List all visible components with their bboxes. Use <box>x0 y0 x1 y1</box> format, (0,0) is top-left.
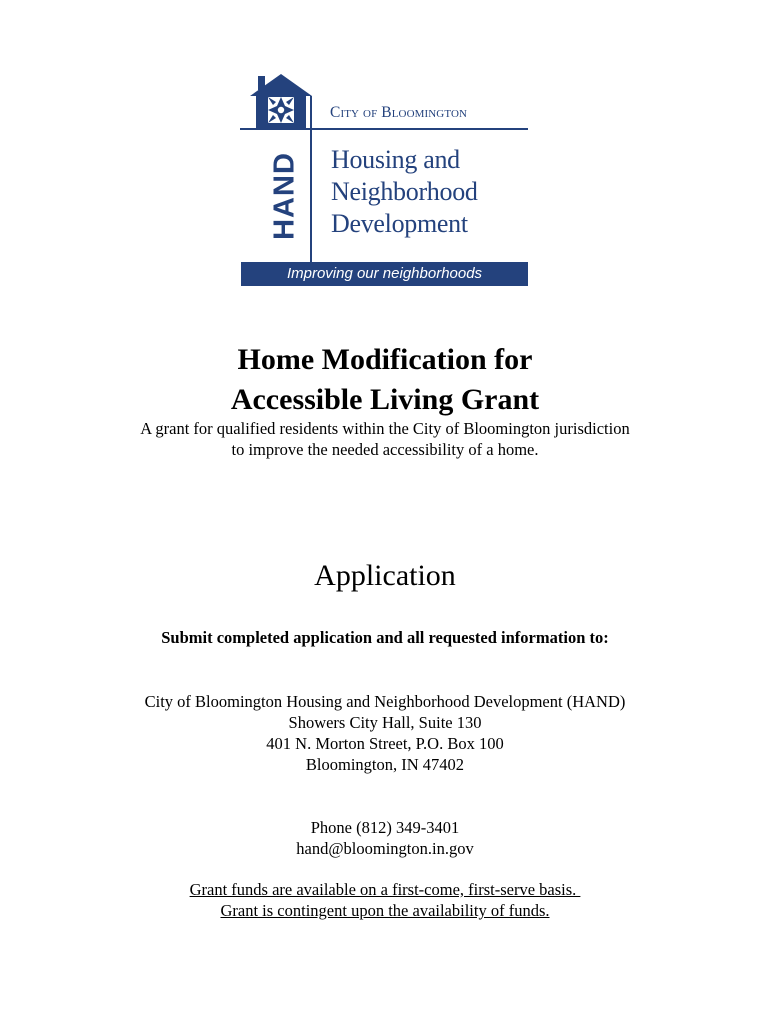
application-heading: Application <box>314 559 456 592</box>
submit-instruction: Submit completed application and all requested information to: <box>161 628 609 647</box>
logo-city-name: City of Bloomington <box>330 104 468 121</box>
hand-logo <box>232 62 538 288</box>
logo-tagline: Improving our neighborhoods <box>241 262 528 286</box>
logo-acronym-text: HAND <box>268 152 301 240</box>
document-title <box>0 340 770 420</box>
grant-note: Grant funds are available on a first-come, first-serve basis. <box>189 880 581 899</box>
email-address: hand@bloomington.in.gov <box>296 839 474 858</box>
title-line: Accessible Living Grant <box>230 383 540 416</box>
logo-department-line: Development <box>331 209 468 238</box>
logo-department-line: Housing and <box>331 145 460 174</box>
document-subtitle <box>0 418 770 460</box>
logo-horizontal-rule <box>240 128 528 130</box>
subtitle-line: to improve the needed accessibility of a home. <box>231 440 539 459</box>
address-line: 401 N. Morton Street, P.O. Box 100 <box>266 734 504 753</box>
title-line: Home Modification for <box>237 343 533 376</box>
address-line: Showers City Hall, Suite 130 <box>288 713 482 732</box>
logo-acronym <box>268 144 302 248</box>
logo-department-name <box>331 144 478 240</box>
address-line: Bloomington, IN 47402 <box>305 755 465 774</box>
grant-note: Grant is contingent upon the availability of funds. <box>220 901 550 920</box>
address-line: City of Bloomington Housing and Neighborhood Development (HAND) <box>144 692 626 711</box>
contact-info <box>0 817 770 859</box>
mailing-address <box>0 691 770 775</box>
phone-number: Phone (812) 349-3401 <box>310 818 460 837</box>
logo-department-line: Neighborhood <box>331 177 478 206</box>
logo-vertical-rule <box>310 96 312 266</box>
house-quilt-icon <box>250 72 312 132</box>
subtitle-line: A grant for qualified residents within the City of Bloomington jurisdiction <box>140 419 630 438</box>
grant-notes <box>0 879 770 921</box>
